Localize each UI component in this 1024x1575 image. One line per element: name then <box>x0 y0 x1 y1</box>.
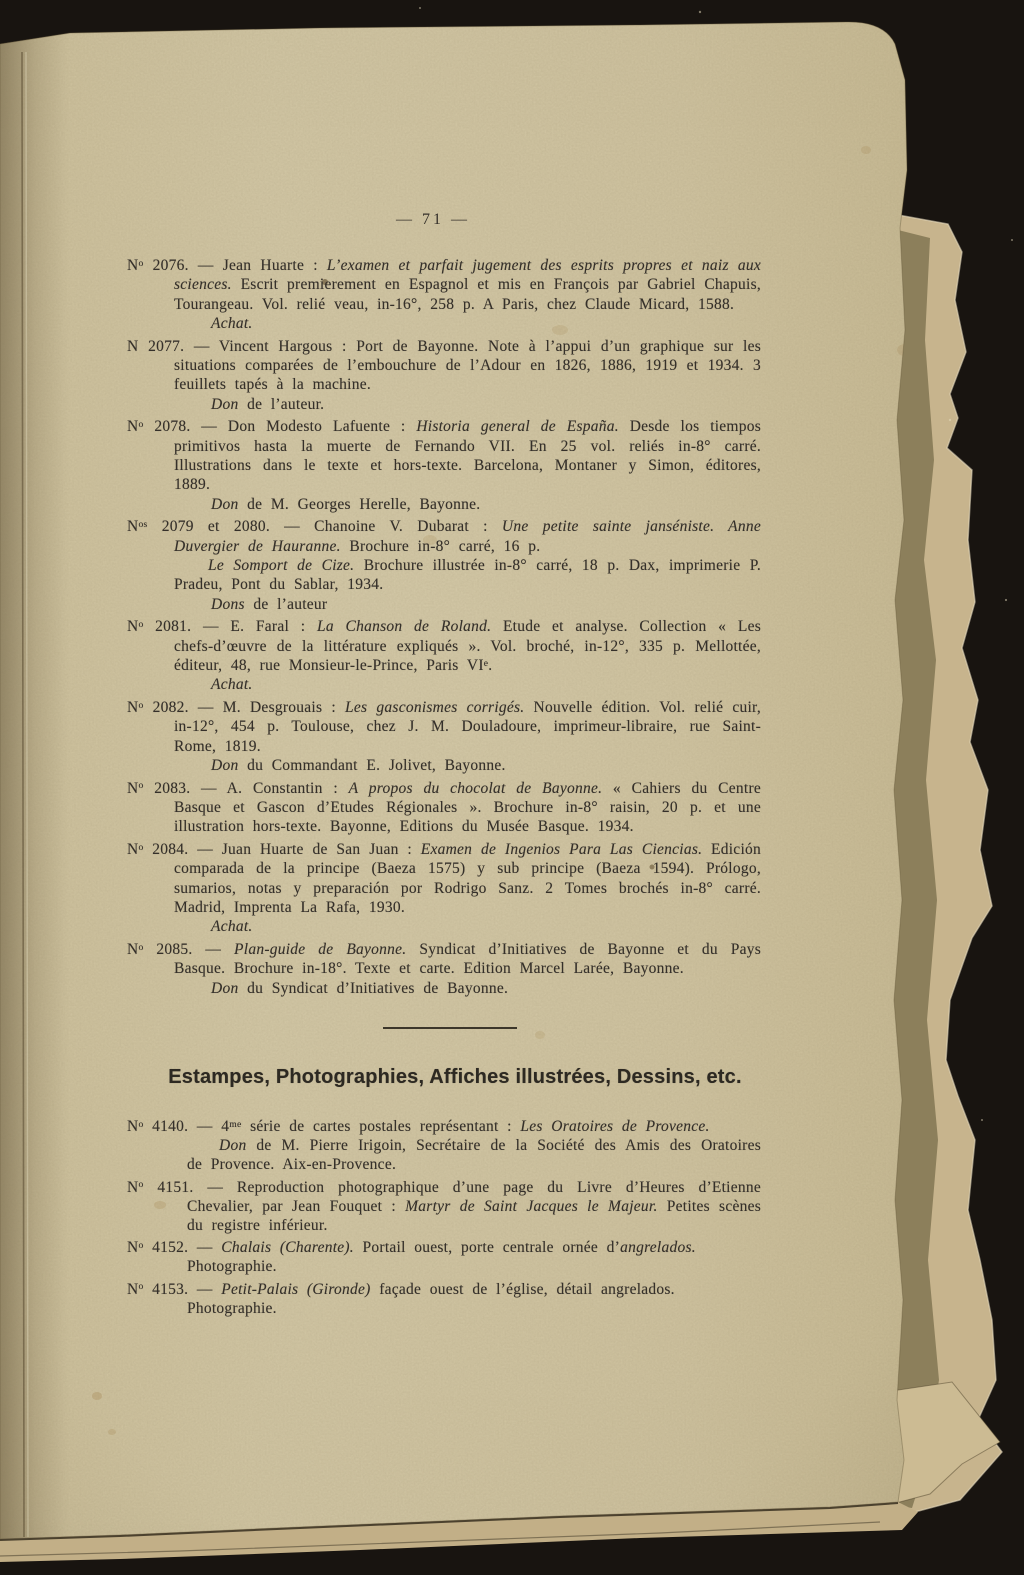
text-segment: o <box>138 257 144 269</box>
text-segment: Desde los tiempos primitivos hasta la muerte de Fernando VII. En 25 vol. reliés in-8° carré. Illustrations dans le texte et hors-texte. Barcelona, Montaner y Simon, éditores, 1889. <box>174 418 762 494</box>
catalog-entry-2079-2080 <box>127 517 761 613</box>
page-number: — 71 — <box>396 211 470 228</box>
text-segment: 4152. — <box>143 1239 222 1256</box>
text-segment: 2081. — E. Faral : <box>143 618 317 636</box>
text-segment: façade ouest de l’église, détail angrelados. <box>370 1280 675 1298</box>
entry-paragraph <box>127 1178 761 1235</box>
text-segment: N <box>127 1118 139 1135</box>
text-segment: A propos du chocolat de Bayonne. <box>348 779 603 797</box>
text-segment: me <box>229 1118 242 1130</box>
text-segment: Brochure in-8° carré, 16 p. <box>340 537 541 555</box>
text-segment: Photographie. <box>187 1299 277 1317</box>
text-segment: o <box>138 780 144 792</box>
entry-paragraph <box>187 1257 761 1276</box>
text-segment: o <box>138 1118 144 1130</box>
text-segment: N 2077. — Vincent Hargous : Port de Bayonne. Note à l’appui d’un graphique sur les situations comparées de l’embouchure de l’Adour en 1826, 1886, 1919 et 1934. 3 feuillets tapés à la machine. <box>127 337 761 394</box>
text-segment: 2082. — M. Desgrouais : <box>143 699 346 717</box>
text-segment: Plan-guide de Bayonne. <box>234 941 407 959</box>
text-segment: de M. Georges Herelle, Bayonne. <box>238 495 481 513</box>
entry-paragraph <box>211 314 761 333</box>
text-segment: Une petite sainte janséniste. Anne Duvergier de Hauranne. <box>174 518 761 555</box>
text-segment: 2083. — A. Constantin : <box>143 779 349 797</box>
text-segment: e <box>483 657 489 669</box>
entry-paragraph <box>127 940 761 979</box>
text-segment: Etude et analyse. Collection « Les chefs-d’œuvre de la littérature expliqués ». Vol. broché, in-12°, 335 p. Mellottée, éditeur, 48, rue Monsieur-le-Prince, Paris VI <box>174 618 761 674</box>
entry-paragraph <box>127 840 761 917</box>
catalog-entry-4151 <box>127 1178 761 1235</box>
text-segment: « Cahiers du Centre Basque et Gascon d’Etudes Régionales ». Brochure in-8° raisin, 20 p. et une illustration hors-texte. Bayonne, Editions du Musée Basque. 1934. <box>174 779 761 836</box>
text-segment: N <box>127 618 139 636</box>
text-segment: de M. Pierre Irigoin, Secrétaire de la Société des Amis des Oratoires de Provence. Aix-en-Provence. <box>187 1137 761 1173</box>
text-segment: o <box>138 841 144 853</box>
text-segment: Achat. <box>211 314 253 332</box>
entry-paragraph <box>127 517 761 556</box>
text-segment: N <box>127 518 139 536</box>
text-segment: N <box>127 257 139 274</box>
entry-paragraph <box>127 779 761 837</box>
entry-paragraph <box>127 556 761 595</box>
text-segment: La Chanson de Roland. <box>316 618 492 636</box>
text-segment: Petites scènes du registre inférieur. <box>187 1197 761 1234</box>
entry-paragraph <box>211 395 761 414</box>
catalog-entry-2085 <box>127 940 761 998</box>
catalog-entry-2082 <box>127 698 761 775</box>
section-title: Estampes, Photographies, Affiches illustrées, Dessins, etc. <box>168 1066 742 1088</box>
entry-paragraph <box>187 1299 761 1318</box>
text-segment: Nouvelle édition. Vol. relié cuir, in-12°, 454 p. Toulouse, chez J. M. Douladoure, imprimeur-libraire, rue Saint-Rome, 1819. <box>174 699 761 755</box>
text-segment: o <box>138 1179 144 1191</box>
text-segment: Historia general de España. <box>416 418 619 436</box>
catalog-entries-books <box>127 256 761 1001</box>
text-segment: N <box>127 1178 139 1196</box>
catalog-entry-2081 <box>127 617 761 694</box>
text-segment: Don <box>211 495 239 513</box>
entry-paragraph <box>211 495 761 514</box>
text-segment: Chalais (Charente). <box>221 1239 354 1256</box>
entry-paragraph <box>211 595 761 614</box>
entry-paragraph <box>127 698 761 756</box>
text-segment: Dons <box>211 595 245 613</box>
text-segment: 4151. — Reproduction photographique d’une page du Livre d’Heures d’Etienne Chevalier, par Jean Fouquet : <box>143 1178 761 1215</box>
text-segment: Les gasconismes corrigés. <box>345 699 525 717</box>
text-segment: . <box>488 656 493 674</box>
entry-paragraph <box>127 617 761 675</box>
text-segment: Portail ouest, porte centrale ornée d’ <box>353 1239 621 1256</box>
catalog-entry-2083 <box>127 779 761 837</box>
text-segment: N <box>127 418 139 436</box>
text-segment: 2084. — Juan Huarte de San Juan : <box>143 841 421 859</box>
text-segment: 4140. — 4 <box>143 1118 230 1135</box>
text-segment: N <box>127 841 139 859</box>
catalog-entry-2078 <box>127 417 761 513</box>
text-segment: 4153. — <box>143 1280 222 1298</box>
text-segment: N <box>127 1239 139 1256</box>
catalog-entry-4140 <box>127 1117 761 1174</box>
text-segment: Les Oratoires de Provence. <box>520 1118 710 1135</box>
text-segment: Brochure illustrée in-8° carré, 18 p. Dax, imprimerie P. Pradeu, Pont du Sablar, 1934. <box>174 556 762 594</box>
text-segment: Le Somport de Cize. <box>208 556 355 574</box>
entry-paragraph <box>211 979 761 998</box>
text-segment: Don <box>211 756 239 774</box>
text-segment: o <box>138 941 144 953</box>
entry-paragraph <box>127 337 761 395</box>
entry-paragraph <box>127 1117 761 1136</box>
entry-paragraph <box>211 675 761 694</box>
catalog-entry-2077 <box>127 337 761 414</box>
text-segment: o <box>138 419 144 431</box>
entry-paragraph <box>127 256 761 314</box>
section-divider <box>383 1027 517 1029</box>
text-segment: de l’auteur <box>244 595 328 613</box>
text-segment: 2076. — Jean Huarte : <box>143 257 327 274</box>
text-segment: Achat. <box>211 676 253 694</box>
catalog-entries-prints <box>127 1117 761 1321</box>
text-segment: angrelados. <box>620 1239 696 1256</box>
text-segment: N <box>127 1280 139 1298</box>
text-segment: o <box>138 1281 144 1293</box>
entry-paragraph <box>211 756 761 775</box>
text-segment: o <box>138 1239 144 1251</box>
text-segment: Syndicat d’Initiatives de Bayonne et du Pays Basque. Brochure in-18°. Texte et carte. Edition Marcel Larée, Bayonne. <box>174 941 761 978</box>
text-segment: o <box>138 619 144 631</box>
text-segment: N <box>127 941 139 959</box>
text-segment: 2079 et 2080. — Chanoine V. Dubarat : <box>147 518 502 536</box>
text-segment: N <box>127 699 139 717</box>
text-segment: Edición comparada de la principe (Baeza 1575) y sub principe (Baeza 1594). Prólogo, sumarios, notas y preparación por Rodrigo Sanz. 2 Tomes brochés in-8° carré. Madrid, Imprenta La Rafa, 1930. <box>174 841 761 916</box>
catalog-entry-2084 <box>127 840 761 936</box>
text-segment: L’examen et parfait jugement des esprits propres et naiz aux sciences. <box>174 257 761 294</box>
catalog-entry-4153 <box>127 1280 761 1318</box>
text-segment: N <box>127 779 139 797</box>
entry-paragraph <box>127 417 761 494</box>
text-segment: Photographie. <box>187 1258 277 1275</box>
text-segment: 2085. — <box>143 941 235 959</box>
entry-paragraph <box>127 1136 761 1174</box>
text-segment: série de cartes postales représentant : <box>241 1118 521 1135</box>
text-segment: os <box>138 519 148 531</box>
text-segment: Escrit premierement en Espagnol et mis en François par Gabriel Chapuis, Tourangeau. Vol. relié veau, in-16°, 258 p. A Paris, chez Claude Micard, 1588. <box>174 276 761 313</box>
text-segment: Don <box>219 1137 247 1154</box>
catalog-entry-4152 <box>127 1238 761 1276</box>
text-segment: Achat. <box>211 918 253 936</box>
catalog-entry-2076 <box>127 256 761 333</box>
text-segment: du Syndicat d’Initiatives de Bayonne. <box>238 979 509 997</box>
entry-paragraph <box>127 1238 761 1257</box>
text-segment: Don <box>211 395 239 413</box>
entry-paragraph <box>127 1280 761 1299</box>
text-segment: Martyr de Saint Jacques le Majeur. <box>405 1197 658 1215</box>
text-segment: du Commandant E. Jolivet, Bayonne. <box>238 756 506 774</box>
text-segment: o <box>138 699 144 711</box>
text-segment: Examen de Ingenios Para Las Ciencias. <box>420 841 703 859</box>
entry-paragraph <box>211 917 761 936</box>
text-segment: 2078. — Don Modesto Lafuente : <box>143 418 417 436</box>
text-segment: Petit-Palais (Gironde) <box>221 1280 371 1298</box>
text-segment: Don <box>211 979 239 997</box>
text-segment: de l’auteur. <box>238 395 325 413</box>
